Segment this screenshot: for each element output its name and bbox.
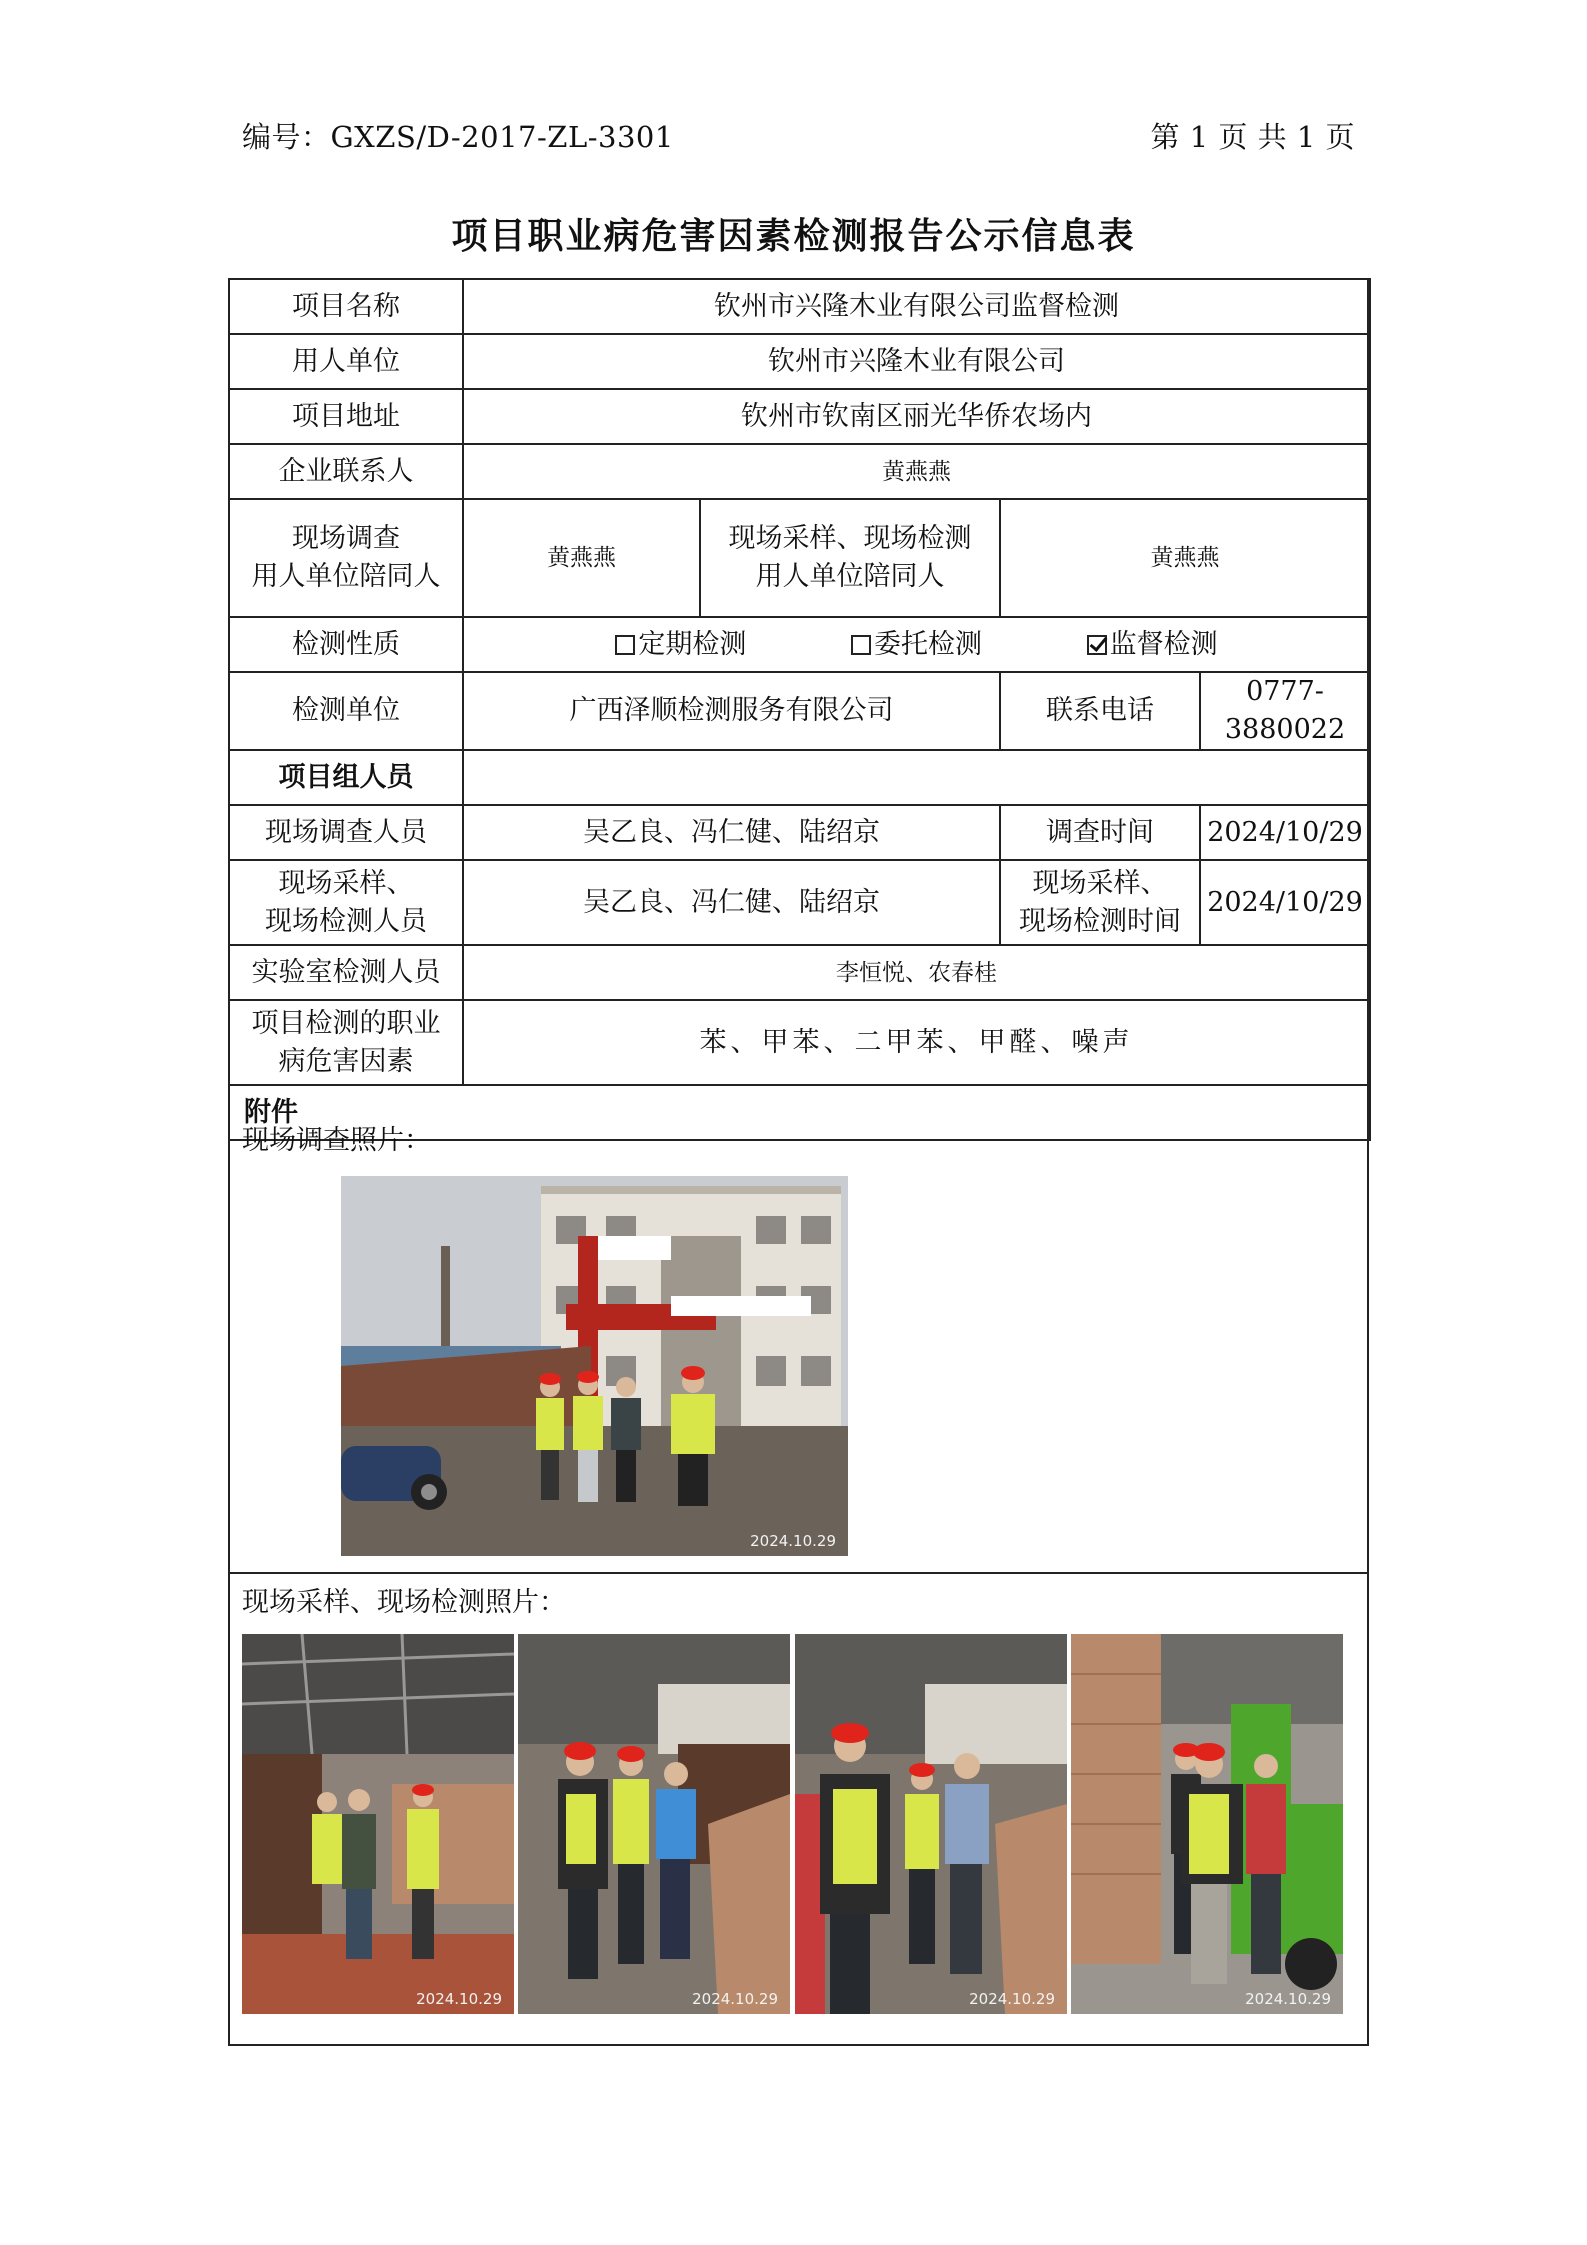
checkbox-empty-icon bbox=[615, 635, 635, 655]
sampling-time-label-line1: 现场采样、 bbox=[1032, 867, 1168, 899]
row-factors bbox=[229, 1000, 1370, 1085]
option-label: 监督检测 bbox=[1109, 628, 1218, 660]
row-escorts bbox=[229, 499, 1370, 617]
sampling-photo-3-date: 2024.10.29 bbox=[969, 1990, 1055, 2008]
sampling-time-value: 2024/10/29 bbox=[1200, 860, 1370, 945]
address-label: 项目地址 bbox=[229, 389, 463, 444]
lab-staff-label: 实验室检测人员 bbox=[229, 945, 463, 1000]
contact-value: 黄燕燕 bbox=[463, 444, 1370, 499]
employer-value: 钦州市兴隆木业有限公司 bbox=[463, 334, 1370, 389]
project-name-value: 钦州市兴隆木业有限公司监督检测 bbox=[463, 279, 1370, 334]
sampling-photo-4-date: 2024.10.29 bbox=[1245, 1990, 1331, 2008]
lab-label: 检测单位 bbox=[229, 672, 463, 750]
row-lab bbox=[229, 672, 1370, 750]
option-label: 定期检测 bbox=[638, 628, 747, 660]
samplers-label bbox=[229, 860, 463, 945]
sampling-escort-label-line1: 现场采样、现场检测 bbox=[728, 523, 972, 554]
survey-escort-label-line1: 现场调查 bbox=[292, 523, 400, 554]
sampling-time-label-line2: 现场检测时间 bbox=[1019, 905, 1181, 937]
nature-option-periodic[interactable] bbox=[615, 626, 746, 664]
lab-value: 广西泽顺检测服务有限公司 bbox=[463, 672, 1000, 750]
samplers-label-line2: 现场检测人员 bbox=[265, 905, 427, 937]
row-lab-staff bbox=[229, 945, 1370, 1000]
samplers-label-line1: 现场采样、 bbox=[278, 867, 414, 899]
sampling-escort-label bbox=[700, 499, 1000, 617]
page-title: 项目职业病危害因素检测报告公示信息表 bbox=[451, 215, 1136, 257]
project-name-label: 项目名称 bbox=[229, 279, 463, 334]
nature-label: 检测性质 bbox=[229, 617, 463, 672]
sampling-photo-3-image bbox=[795, 1634, 1067, 2014]
sampling-photo-3 bbox=[795, 1634, 1067, 2014]
sampling-time-label bbox=[1000, 860, 1200, 945]
sampling-photo-1-date: 2024.10.29 bbox=[416, 1990, 502, 2008]
samplers-value: 吴乙良、冯仁健、陆绍京 bbox=[463, 860, 1000, 945]
phone-label: 联系电话 bbox=[1000, 672, 1200, 750]
row-project-name bbox=[229, 279, 1370, 334]
team-label: 项目组人员 bbox=[229, 750, 463, 805]
factors-label bbox=[229, 1000, 463, 1085]
sampling-escort-label-line2: 用人单位陪同人 bbox=[755, 561, 945, 592]
factors-label-line2: 病危害因素 bbox=[278, 1045, 414, 1077]
sampling-photo-1-image bbox=[242, 1634, 514, 2014]
row-surveyors bbox=[229, 805, 1370, 860]
sampling-photo-4 bbox=[1071, 1634, 1343, 2014]
factors-value: 苯、甲苯、二甲苯、甲醛、噪声 bbox=[463, 1000, 1370, 1085]
sampling-photo-2-date: 2024.10.29 bbox=[692, 1990, 778, 2008]
row-samplers bbox=[229, 860, 1370, 945]
attachment-label: 附件 bbox=[229, 1085, 1370, 1140]
row-team-header bbox=[229, 750, 1370, 805]
survey-escort-value: 黄燕燕 bbox=[463, 499, 700, 617]
section-divider bbox=[228, 1572, 1369, 1574]
factors-label-line1: 项目检测的职业 bbox=[251, 1007, 441, 1039]
row-nature bbox=[229, 617, 1370, 672]
contact-label: 企业联系人 bbox=[229, 444, 463, 499]
info-table bbox=[228, 278, 1371, 1141]
option-label: 委托检测 bbox=[874, 628, 982, 660]
row-contact bbox=[229, 444, 1370, 499]
team-empty bbox=[463, 750, 1370, 805]
nature-option-supervisory[interactable] bbox=[1087, 626, 1218, 664]
survey-escort-label-line2: 用人单位陪同人 bbox=[251, 561, 441, 592]
nature-options bbox=[463, 617, 1370, 672]
address-value: 钦州市钦南区丽光华侨农场内 bbox=[463, 389, 1370, 444]
survey-photo-image bbox=[341, 1176, 848, 1556]
survey-time-label: 调查时间 bbox=[1000, 805, 1200, 860]
phone-value: 0777-3880022 bbox=[1200, 672, 1370, 750]
sampling-photo-1 bbox=[242, 1634, 514, 2014]
survey-photo-date: 2024.10.29 bbox=[750, 1532, 836, 1550]
employer-label: 用人单位 bbox=[229, 334, 463, 389]
surveyors-value: 吴乙良、冯仁健、陆绍京 bbox=[463, 805, 1000, 860]
sampling-escort-value: 黄燕燕 bbox=[1000, 499, 1370, 617]
sampling-photo-2-image bbox=[518, 1634, 790, 2014]
survey-photo-label: 现场调查照片： bbox=[242, 1125, 431, 1156]
survey-photo bbox=[341, 1176, 848, 1556]
lab-staff-value: 李恒悦、农春桂 bbox=[463, 945, 1370, 1000]
sampling-photo-2 bbox=[518, 1634, 790, 2014]
survey-escort-label bbox=[229, 499, 463, 617]
surveyors-label: 现场调查人员 bbox=[229, 805, 463, 860]
serial-number: 编号：GXZS/D-2017-ZL-3301 bbox=[242, 120, 674, 154]
sampling-photo-4-image bbox=[1071, 1634, 1343, 2014]
checkbox-checked-icon bbox=[1087, 635, 1107, 655]
survey-time-value: 2024/10/29 bbox=[1200, 805, 1370, 860]
row-address bbox=[229, 389, 1370, 444]
nature-option-entrusted[interactable] bbox=[851, 626, 982, 664]
sampling-photo-label: 现场采样、现场检测照片： bbox=[242, 1587, 566, 1618]
checkbox-empty-icon bbox=[851, 635, 871, 655]
row-employer bbox=[229, 334, 1370, 389]
page-number: 第 1 页 共 1 页 bbox=[1150, 120, 1355, 154]
